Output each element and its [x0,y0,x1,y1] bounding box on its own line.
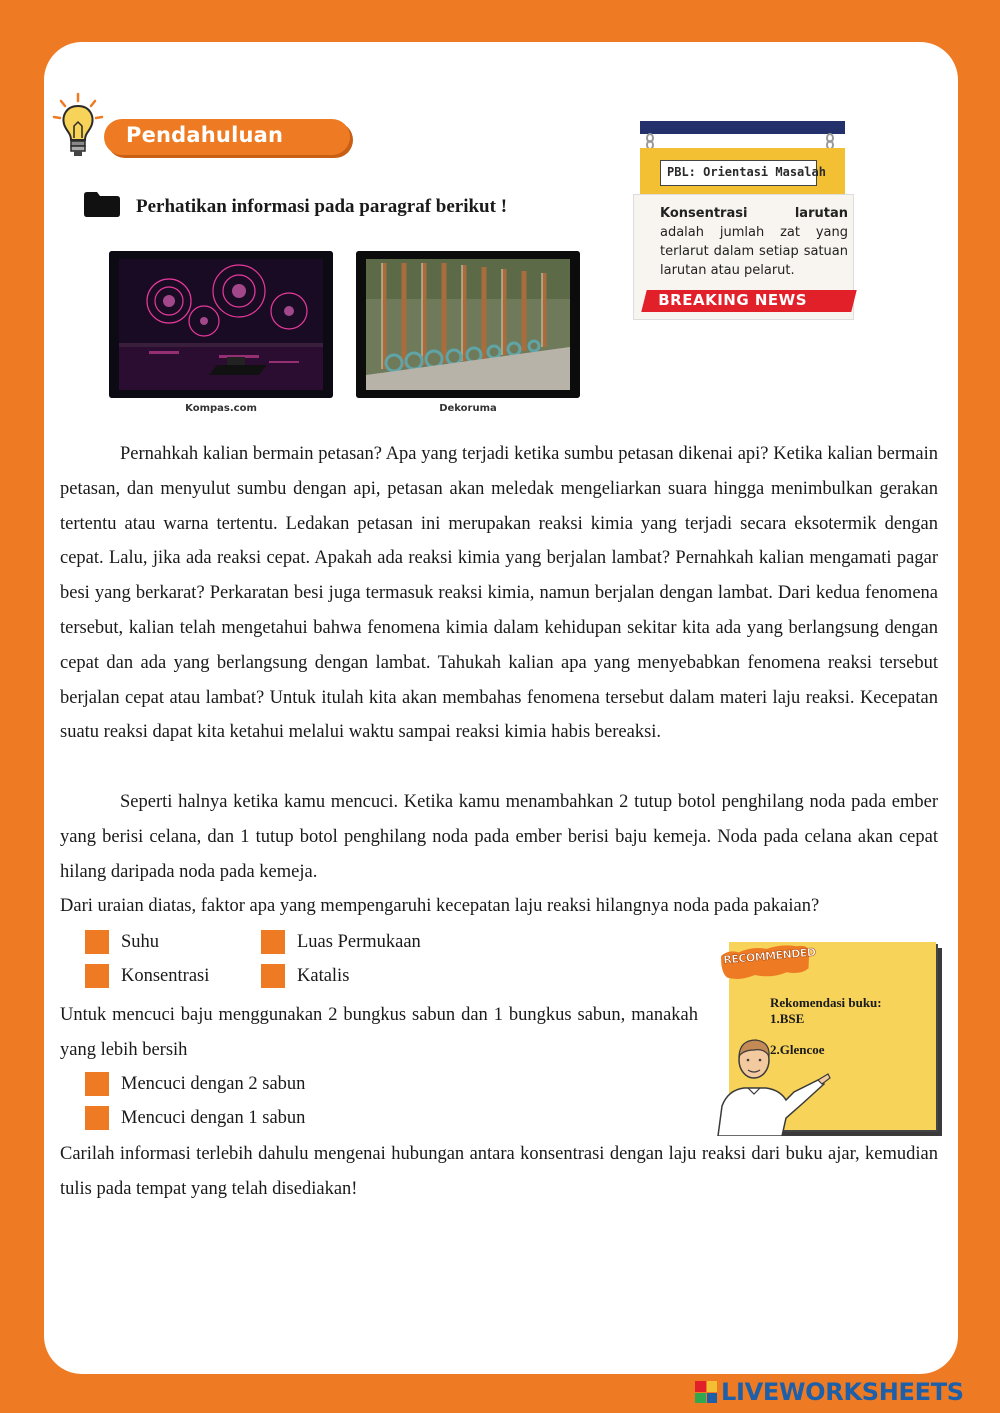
option-luas-permukaan[interactable] [261,930,421,954]
instruction-text: Perhatikan informasi pada paragraf berikut ! [136,196,508,217]
option-two-soap[interactable] [85,1072,305,1096]
recommended-stamp-text: RECOMMENDED [722,945,817,967]
option-one-soap[interactable] [85,1106,305,1130]
checkbox[interactable] [85,1072,109,1096]
liveworksheets-mark-icon [695,1381,717,1403]
question-factor: Dari uraian diatas, faktor apa yang mempengaruhi kecepatan laju reaksi hilangnya noda pada pakaian? [60,896,820,916]
option-label: Konsentrasi [121,965,210,986]
checkbox[interactable] [261,930,285,954]
option-label: Suhu [121,931,160,952]
closing-instruction: Carilah informasi terlebih dahulu mengenai hubungan antara konsentrasi dengan laju reaksi dari buku ajar, kemudian tulis pada tempat yang telah disediakan! [60,1144,938,1199]
washing-paragraph: Seperti halnya ketika kamu mencuci. Ketika kamu menambahkan 2 tutup botol penghilang noda pada ember yang berisi celana, dan 1 tutup botol penghilang noda pada ember berisi baju kemeja. Noda pada celana akan cepat hilang daripada noda pada kemeja. [60,792,938,882]
photo-caption-kompas: Kompas.com [185,403,257,414]
checkbox[interactable] [261,964,285,988]
checkbox[interactable] [85,1106,109,1130]
option-konsentrasi[interactable] [85,964,209,988]
checkbox[interactable] [85,930,109,954]
option-label: Katalis [297,965,350,986]
photo-caption-dekoruma: Dekoruma [439,403,497,414]
pointing-man-illustration [714,1030,832,1136]
rusty-fence-photo [356,251,580,398]
recommendation-book-1: 1.BSE [770,1011,805,1026]
breaking-news-card [633,194,854,320]
folder-icon [84,192,120,217]
section-title: Pendahuluan [126,123,284,147]
definition-body: adalah jumlah zat yang terlarut dalam setiap satuan larutan atau pelarut. [660,225,848,278]
option-label: Mencuci dengan 2 sabun [121,1073,306,1094]
section-title-pill [104,119,350,155]
definition-term: Konsentrasi larutan [660,206,848,221]
pbl-sign-label: PBL: Orientasi Masalah [660,160,817,186]
recommendation-book-2: 2.Glencoe [770,1042,825,1057]
option-suhu[interactable] [85,930,159,954]
checkbox[interactable] [85,964,109,988]
option-label: Luas Permukaan [297,931,421,952]
liveworksheets-logo [695,1378,964,1406]
option-label: Mencuci dengan 1 sabun [121,1107,306,1128]
recommendation-title: Rekomendasi buku: [770,995,882,1010]
breaking-news-label: BREAKING NEWS [658,291,808,309]
breaking-news-banner [641,290,856,312]
liveworksheets-brand: LIVEWORKSHEETS [721,1378,964,1406]
fireworks-photo [109,251,333,398]
recommended-stamp [718,940,817,988]
question-soap: Untuk mencuci baju menggunakan 2 bungkus sabun dan 1 bungkus sabun, manakah yang lebih bersih [60,1005,698,1060]
intro-paragraph: Pernahkah kalian bermain petasan? Apa yang terjadi ketika sumbu petasan dikenai api? Ketika kalian bermain petasan, dan menyulut sumbu dengan api, petasan akan meledak mengeliarkan suara hingga menimbulkan gerakan tertentu atau warna tertentu. Ledakan petasan ini merupakan reaksi kimia yang terjadi secara eksotermik dengan cepat. Lalu, jika ada reaksi cepat. Apakah ada reaksi kimia yang berjalan lambat? Pernahkah kalian mengamati pagar besi yang berkarat? Perkaratan besi juga termasuk reaksi kimia, namun berjalan dengan lambat. Dari kedua fenomena tersebut, kalian telah mengetahui bahwa fenomena kimia dalam kehidupan sekitar kita ada yang berlangsung dengan cepat dan ada yang berlangsung dengan lambat. Tahukah kalian apa yang menyebabkan fenomena reaksi tersebut berjalan cepat atau lambat? Untuk itulah kita akan membahas fenomena tersebut dalam materi laju reaksi. Kecepatan suatu reaksi dapat kita ketahui melalui waktu sampai reaksi kimia habis bereaksi. [60,444,938,743]
concentration-definition [660,204,848,280]
option-katalis[interactable] [261,964,349,988]
lightbulb-icon [52,92,104,164]
